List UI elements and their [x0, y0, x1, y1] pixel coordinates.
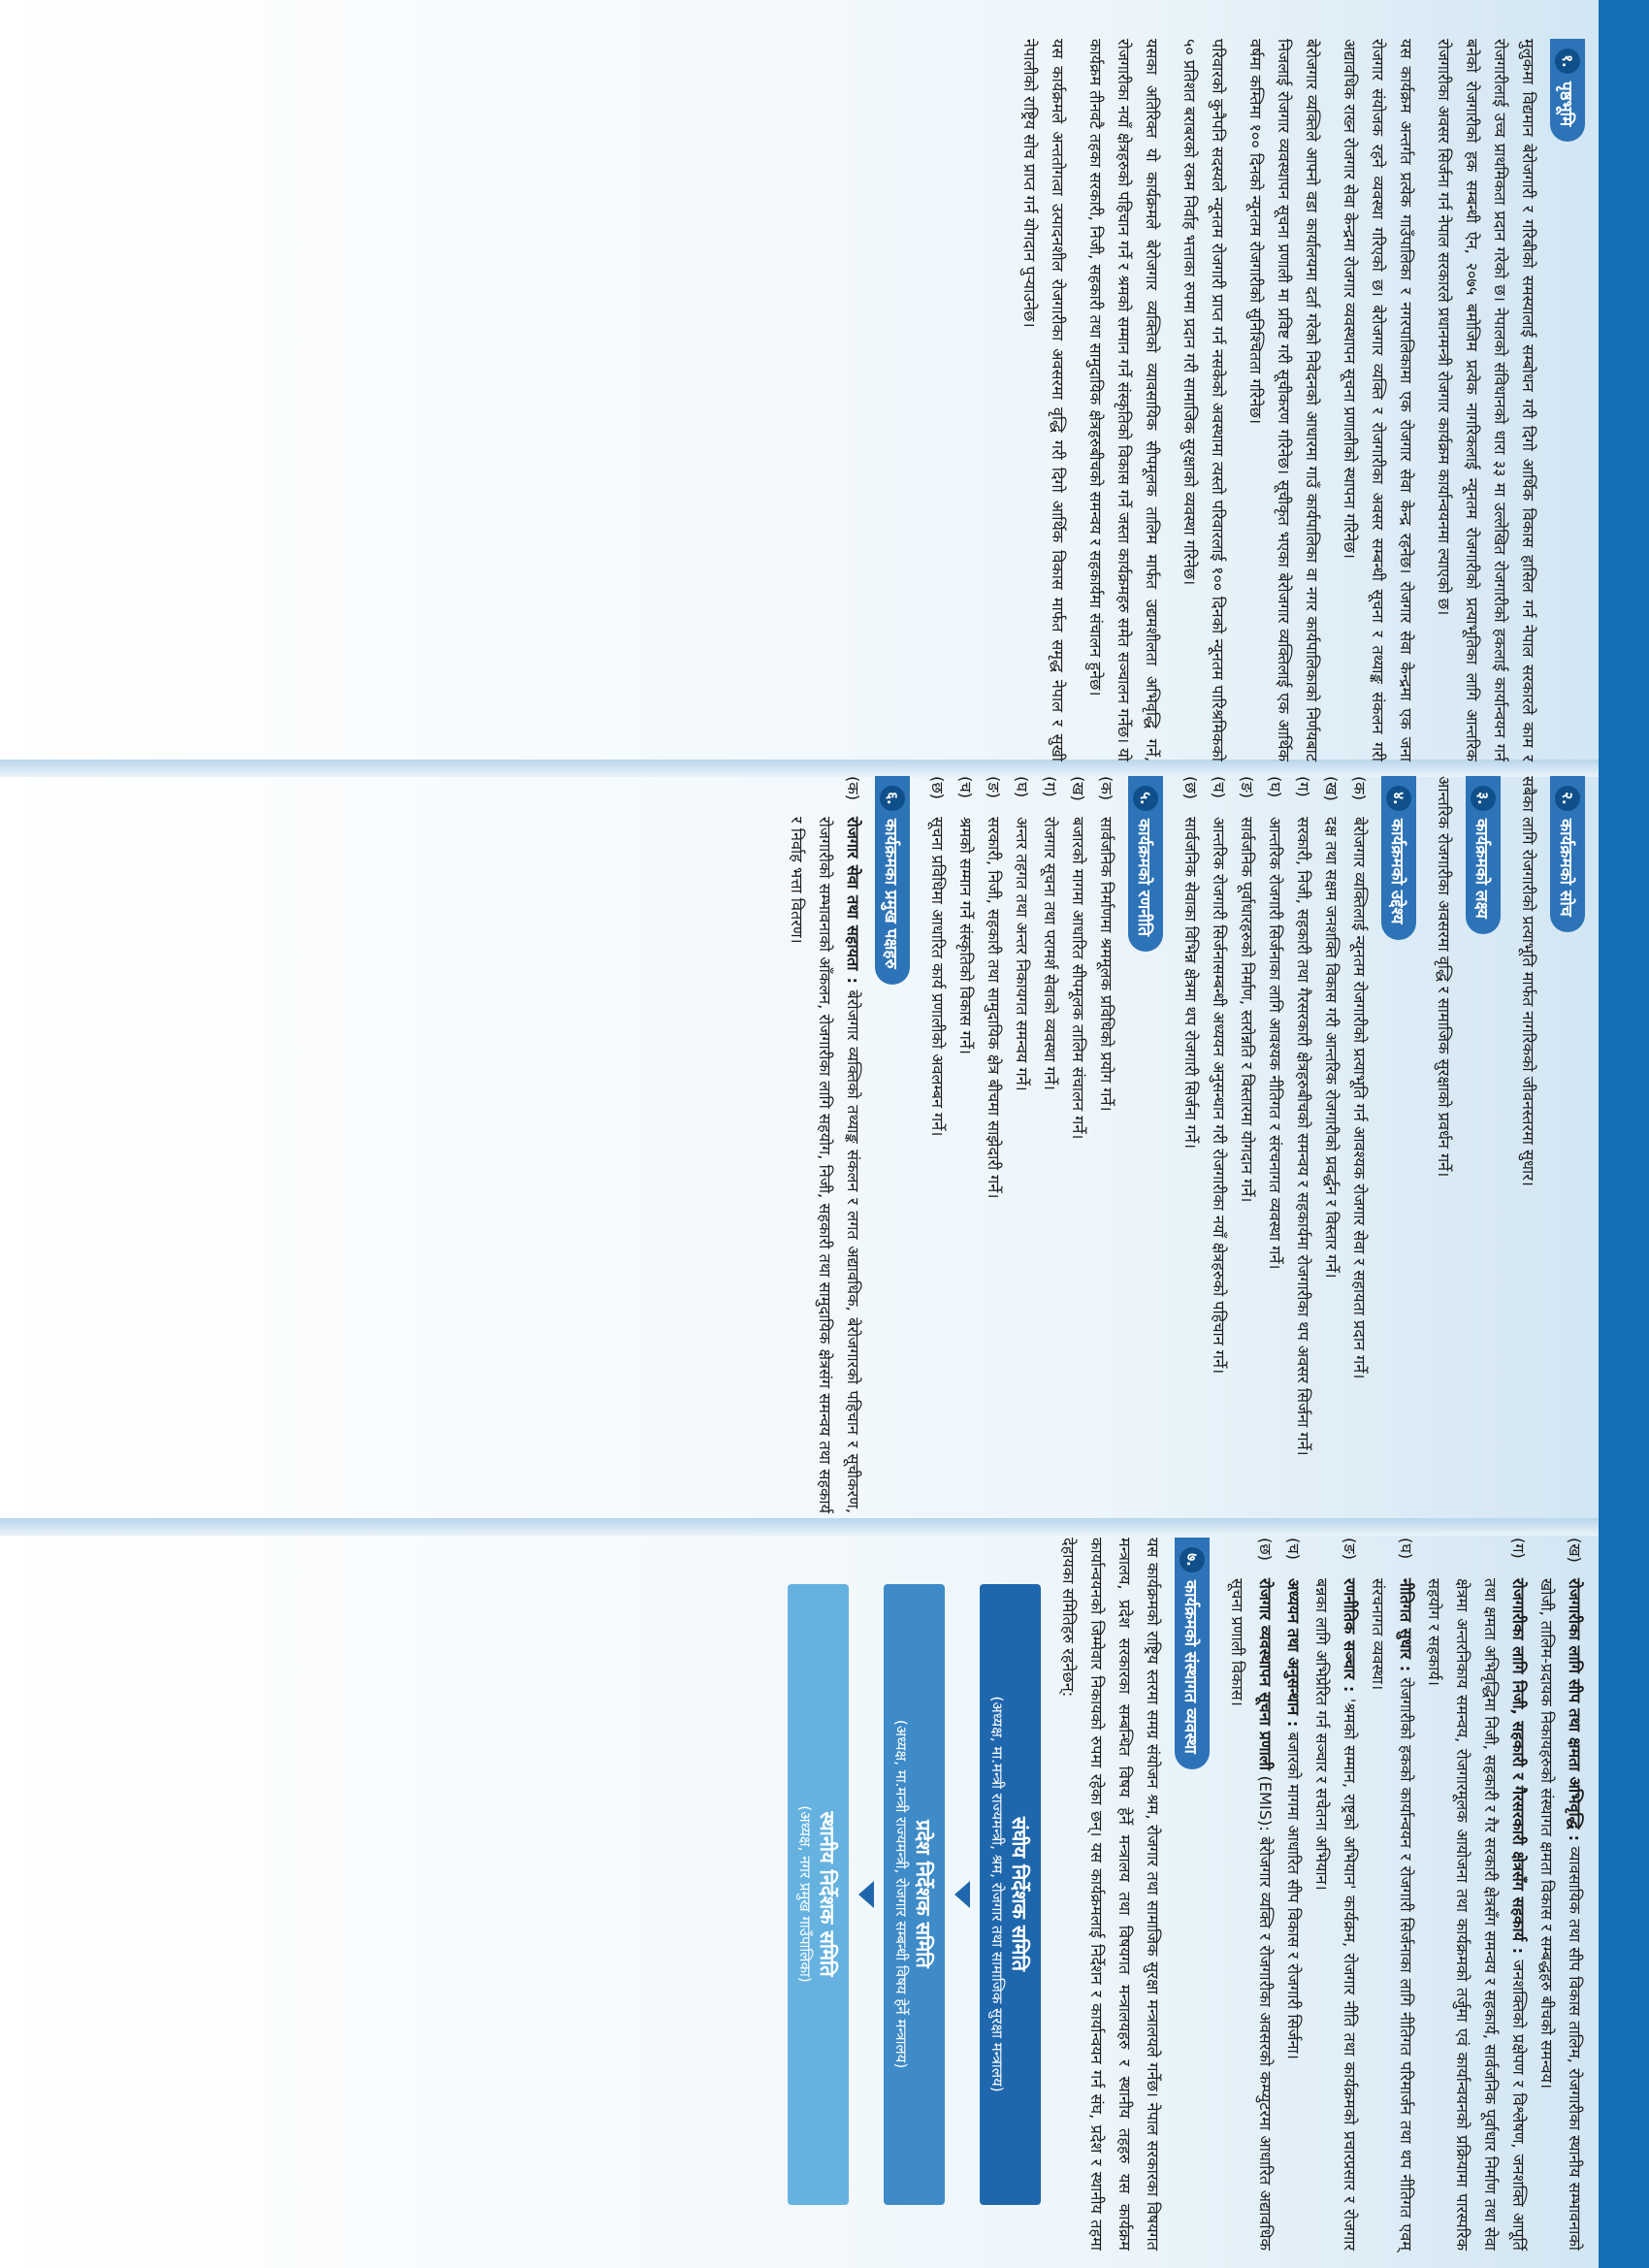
org-box-title: स्थानीय निर्देशक समिति: [816, 1811, 839, 1977]
arrow-down-icon: [858, 1881, 874, 1908]
top-blue-strip: [1599, 0, 1649, 2268]
item-label: अध्ययन तथा अनुसन्धान :: [1284, 1578, 1303, 1728]
fold-divider-1: [0, 760, 1599, 777]
paragraph: यसका अतिरिक्त यो कार्यक्रमले बेरोजगार व्यक्तिको व्यावसायिक सीपमूलक तालिम मार्फत उद्यमशीलता अभिवृद्धि गर्ने, रोजगारीका नयाँ क्षेत्रहरुको पहिचान गर्ने र श्रमको सम्मान गर्ने संस्कृतिको विकास गर्ने जस्ता कार्यक्रमहरु समेत सञ्चालन गर्नेछ। यो कार्यक्रम तीनवटै तहका सरकारी, निजी, सहकारी तथा सामुदायिक क्षेत्रहरुबीचको समन्वय र सहकार्यमा संचालन हुनेछ।: [1086, 39, 1161, 761]
paragraph: मुलुकमा विद्यमान बेरोजगारी र गरिबीको समस्यालाई सम्बोधन गरी दिगो आर्थिक विकास हासिल गर्न नेपाल सरकारले काम र रोजगारीलाई उच्च प्राथमिकता प्रदान गरेको छ। नेपालको संविधानको धारा ३३ मा उल्लेखित रोजगारीको हकलाई कार्यान्वयन गर्न बनेको रोजगारीको हक सम्बन्धी ऐन, २०७५ बमोजिम प्रत्येक नागरिकलाई न्यूनतम रोजगारीको प्रत्याभूतिका लागि आन्तरिक रोजगारीका अवसर सिर्जना गर्न नेपाल सरकारले प्रधानमन्त्री रोजगार कार्यक्रम कार्यान्वयनमा ल्याएको छ।: [1435, 39, 1537, 761]
list-marker: (छ): [928, 776, 947, 799]
list-text: रोजगार सूचना तथा परामर्श सेवाको व्यवस्था गर्ने।: [1041, 817, 1059, 1090]
list-text-wrapper: [1364, 1578, 1420, 2251]
list-marker: (ङ): [985, 776, 1003, 798]
list-text: अन्तर तहगत तथा अन्तर निकायगत समन्वय गर्ने।: [1013, 817, 1031, 1091]
list-marker: (ख): [1566, 1538, 1584, 1563]
list-marker: (ख): [1322, 776, 1341, 801]
list-item: [1064, 776, 1092, 1513]
section-title: कार्यक्रमको लक्ष्य: [1471, 819, 1492, 919]
section-title: कार्यक्रमका प्रमुख पक्षहरु: [881, 819, 901, 969]
list-marker: (च): [956, 776, 975, 798]
item-text: रोजगारीको हकको कार्यान्वयन र रोजगारी सिर्जनाका लागि नीतिगत परिमार्जन तथा थप नीतिगत एवम् संरचनागत व्यवस्था।: [1369, 1578, 1415, 2251]
list-marker: (घ): [1266, 776, 1284, 798]
list-marker: (ग): [1294, 776, 1312, 797]
item-text: 'श्रमको सम्मान, राष्ट्रको अभियान' कार्यक्रम, रोजगार नीति तथा कार्यक्रमको प्रचारप्रसार र रोजगार बन्नका लागि अभिप्रेरित गर्न सञ्चार र सचेतना अभियान।: [1312, 1578, 1359, 2252]
org-chart: [788, 1538, 1041, 2251]
list-marker: (ङ): [1341, 1538, 1359, 1560]
list-marker: (घ): [1013, 776, 1031, 798]
list-item: [1261, 776, 1289, 1513]
list-text: आन्तरिक रोजगारी सिर्जनाका लागि आवश्यक नीतिगत र संरचनागत व्यवस्था गर्ने।: [1266, 817, 1284, 1270]
item-label: रोजगारीका लागि सीप तथा क्षमता अभिवृद्धि :: [1566, 1578, 1584, 1842]
arrow-down-icon: [954, 1881, 970, 1908]
list-text: सार्वजनिक निर्माणमा श्रममूलक प्रविधिको प्रयोग गर्ने।: [1097, 817, 1116, 1112]
section-header-strategy: [1128, 776, 1163, 952]
list-item: [1420, 1538, 1533, 2251]
list-marker: (घ): [1397, 1538, 1415, 1560]
paragraph: बेरोजगार व्यक्तिले आफ्नो वडा कार्यालयमा दर्ता गरेको निवेदनको आधारमा गाउँ कार्यपालिका वा नगर कार्यपालिकाको निर्णयबाट निजलाई रोजगार व्यवस्थापन सूचना प्रणाली मा प्रविष्ट गरी सूचीकरण गरिनेछ। सूचीकृत भएका बेरोजगार व्यक्तिलाई एक आर्थिक वर्षमा कम्तिमा १०० दिनको न्यूनतम रोजगारीको सुनिश्चितता गरिनेछ।: [1246, 39, 1321, 761]
panel-left: [17, 39, 1589, 761]
org-box-local: [788, 1584, 849, 2205]
list-marker: (च): [1284, 1538, 1303, 1560]
list-item: [1345, 776, 1374, 1513]
list-marker: (ङ): [1238, 776, 1256, 798]
paragraph: यस कार्यक्रमको राष्ट्रिय स्तरमा समग्र संयोजन श्रम, रोजगार तथा सामाजिक सुरक्षा मन्त्रालयले गर्नेछ। नेपाल सरकारका विषयगत मन्त्रालय, प्रदेश सरकारका सम्बन्धित विषय हेर्ने मन्त्रालय तथा विषयगत मन्त्रालयहरु र स्थानीय तहहरु यस कार्यक्रम कार्यान्वयनको जिम्मेवार निकायको रुपमा रहेका छन्। यस कार्यक्रमलाई निर्देशन र कार्यान्वयन गर्न संघ, प्रदेश र स्थानीय तहमा देहायका समितिहरु रहनेछन्:: [1059, 1538, 1162, 2251]
list-item: [1533, 1538, 1589, 2251]
list-item: [1205, 776, 1233, 1513]
section-number: ७.: [1180, 1547, 1205, 1572]
item-text: बजारको मागमा आधारित सीप विकास र रोजगारी सिर्जना।: [1284, 1732, 1303, 2059]
section-header-vision: [1550, 776, 1585, 932]
list-item: [1092, 776, 1120, 1513]
list-text: श्रमको सम्मान गर्ने संस्कृतिको विकास गर्ने।: [956, 817, 975, 1054]
panel-right: [17, 1538, 1589, 2251]
org-box-subtitle: (अध्यक्ष, मा.मन्त्री राज्यमन्त्री, रोजगार सम्बन्धी विषय हेर्ने मन्त्रालय): [892, 1719, 910, 2069]
list-item: [952, 776, 980, 1513]
list-marker: (क): [844, 776, 862, 801]
paragraph: सबैका लागि रोजगारीको प्रत्याभूति मार्फत नागरिकको जीवनस्तरमा सुधार।: [1519, 776, 1537, 1186]
item-label: रणनीतिक सञ्चार :: [1341, 1578, 1359, 1693]
item-text: जनशक्तिको प्रक्षेपण र विश्लेषण, जनशक्ति आपूर्ति तथा क्षमता अभिवृद्धिमा निजी, सहकारी र गैर सरकारी क्षेत्रसँग समन्वय र सहकार्य, सार्वजनिक पूर्वाधार निर्माण तथा सेवा क्षेत्रमा अन्तरनिकाय समन्वय, रोजगारमूलक आयोजना तथा कार्यक्रमको तर्जुमा एवं कार्यान्वयनको प्रक्रियामा पारस्परिक सहयोग र सहकार्य।: [1425, 1578, 1528, 2251]
item-text: (EMIS): बेरोजगार व्यक्ति र रोजगारीका अवसरको कम्प्युटरमा आधारित अद्यावधिक सूचना प्रणाली विकास।: [1228, 1578, 1275, 2251]
section-header-goal: [1466, 776, 1501, 934]
section-title: कार्यक्रमको सोच: [1556, 819, 1576, 917]
section-title: कार्यक्रमको उद्देश्य: [1387, 819, 1407, 924]
list-text: सूचना प्रविधिमा आधारित कार्य प्रणालीको अवलम्बन गर्ने।: [928, 817, 947, 1137]
list-marker: (ग): [1041, 776, 1059, 797]
section-number: २.: [1555, 786, 1580, 811]
list-text: दक्ष तथा सक्षम जनशक्ति विकास गरी आन्तरिक रोजगारीको प्रवर्द्धन र विस्तार गर्ने।: [1322, 817, 1341, 1279]
section-title: कार्यक्रमको संस्थागत व्यवस्था: [1180, 1580, 1201, 1754]
item-label: रोजगार व्यवस्थापन सूचना प्रणाली: [1256, 1578, 1275, 1770]
list-text-wrapper: [1420, 1578, 1533, 2251]
list-item: [1317, 776, 1345, 1513]
list-item: [1233, 776, 1261, 1513]
list-text: सार्वजनिक सेवाका विभिन्न क्षेत्रमा थप रोजगारी सिर्जना गर्ने।: [1181, 817, 1200, 1149]
objectives-list: [1177, 776, 1374, 1513]
section-title: कार्यक्रमको रणनीति: [1134, 819, 1154, 937]
item-label: नीतिगत सुधार :: [1397, 1578, 1415, 1672]
list-text-wrapper: [783, 817, 867, 1513]
item-label: रोजगार सेवा तथा सहायता :: [844, 817, 862, 984]
list-text: बेरोजगार व्यक्तिलाई न्यूनतम रोजगारीको प्रत्याभूति गर्न आवश्यक रोजगार सेवा र सहायता प्रदान गर्ने।: [1350, 817, 1369, 1379]
list-marker: (ख): [1069, 776, 1087, 801]
fold-divider-2: [0, 1518, 1599, 1536]
list-marker: (क): [1097, 776, 1116, 801]
item-text: बेरोजगार व्यक्तिको तथ्याङ्क संकलन र लगत अद्यावधिक, बेरोजगारको पहिचान र सूचीकरण, रोजगारीको सम्भावनाको आँकलन, रोजगारीका लागि सहयोग, निजी, सहकारी तथा सामुदायिक क्षेत्रसंग समन्वय तथा सहकार्य र निर्वाह भत्ता वितरण।: [788, 817, 862, 1513]
section-header-objectives: [1381, 776, 1416, 940]
list-item: [1036, 776, 1064, 1513]
list-marker: (ग): [1509, 1538, 1528, 1559]
strategy-list: [923, 776, 1120, 1513]
list-item: [1279, 1538, 1308, 2251]
list-marker: (क): [1350, 776, 1369, 801]
item-text: व्यावसायिक तथा सीप विकास तालिम, रोजगारीका स्थानीय सम्भावनाको खोजी, तालिम-प्रदायक निकायहरुको संस्थागत क्षमता विकास र सम्बद्धहरु बीचको समन्वय।: [1537, 1578, 1584, 2251]
list-item: [1223, 1538, 1279, 2251]
section-number: ३.: [1471, 786, 1496, 811]
section-number: ६.: [880, 786, 905, 811]
org-box-province: [884, 1584, 945, 2205]
org-box-title: संघीय निर्देशक समिति: [1008, 1816, 1031, 1972]
list-item: [1177, 776, 1205, 1513]
section-header-background: [1550, 39, 1585, 142]
section-number: १.: [1555, 49, 1580, 74]
section-title: पृष्ठभूमि: [1556, 81, 1576, 127]
org-box-federal: [980, 1584, 1041, 2205]
aspects-list: [783, 776, 867, 1513]
list-text: सरकारी, निजी, सहकारी तथा गैरसरकारी क्षेत्रहरुबीचको समन्वय र सहकार्यमा रोजगारीका थप अवसर सिर्जना गर्ने।: [1294, 817, 1312, 1456]
list-text-wrapper: [1308, 1578, 1364, 2251]
org-box-title: प्रदेश निर्देशक समिति: [912, 1820, 935, 1968]
list-text: सार्वजनिक पूर्वाधारहरुको निर्माण, स्तरोन्नति र विस्तारमा योगदान गर्ने।: [1238, 817, 1256, 1203]
list-item: [1289, 776, 1317, 1513]
list-text-wrapper: [1223, 1578, 1279, 2251]
section-header-institutional: [1175, 1538, 1210, 1769]
org-box-subtitle: (अध्यक्ष, मा.मन्त्री राज्यमन्त्री, श्रम, रोजगार तथा सामाजिक सुरक्षा मन्त्रालय): [988, 1696, 1006, 2092]
list-item: [783, 776, 867, 1513]
paragraph: यस कार्यक्रमले अन्ततोगत्वा उत्पादनशील रोजगारीका अवसरमा वृद्धि गरी दिगो आर्थिक विकास मार्फत समृद्ध नेपाल र सुखी नेपालीको राष्ट्रिय सोच प्राप्त गर्न योगदान पुर्‍याउनेछ।: [1020, 39, 1067, 761]
list-item: [1008, 776, 1036, 1513]
aspects-list-continued: [1223, 1538, 1589, 2251]
list-item: [1308, 1538, 1364, 2251]
list-marker: (छ): [1256, 1538, 1275, 1561]
list-marker: (छ): [1181, 776, 1200, 799]
paragraph: आन्तरिक रोजगारीका अवसरमा वृद्धि र सामाजिक सुरक्षाको प्रवर्धन गर्ने।: [1435, 776, 1453, 1178]
org-box-subtitle: (अध्यक्ष, नगर प्रमुख गाउँपालिका): [796, 1805, 814, 1983]
section-header-major-aspects: [875, 776, 910, 985]
item-label: रोजगारीका लागि निजी, सहकारी र गैरसरकारी क्षेत्रसँग सहकार्य :: [1509, 1578, 1528, 1955]
section-number: ५.: [1133, 786, 1158, 811]
list-text: सरकारी, निजी, सहकारी तथा सामुदायिक क्षेत्र बीचमा साझेदारी गर्ने।: [985, 817, 1003, 1199]
list-text-wrapper: [1533, 1578, 1589, 2251]
panel-middle: [17, 776, 1589, 1513]
list-text-wrapper: [1279, 1578, 1308, 2251]
list-item: [980, 776, 1008, 1513]
list-item: [1364, 1538, 1420, 2251]
list-item: [923, 776, 952, 1513]
list-text: बजारको मागमा आधारित सीपमूलक तालिम संचालन गर्ने।: [1069, 817, 1087, 1140]
paragraph: परिवारको कुनैपनि सदस्यले न्यूनतम रोजगारी प्राप्त गर्न नसकेको अवस्थामा त्यस्तो परिवारलाई १०० दिनको न्यूनतम पारिश्रमिकको ५० प्रतिशत बराबरको रकम निर्वाह भत्ताका रुपमा प्रदान गरी सामाजिक सुरक्षाको व्यवस्था गरिनेछ।: [1180, 39, 1227, 761]
paragraph: यस कार्यक्रम अन्तर्गत प्रत्येक गाउँपालिका र नगरपालिकामा एक रोजगार सेवा केन्द्र रहनेछ। रोजगार सेवा केन्द्रमा एक जना रोजगार संयोजक रहने व्यवस्था गरिएको छ। बेरोजगार व्यक्ति र रोजगारीका अवसर सम्बन्धी सूचना र तथ्याङ्क संकलन गरी अद्यावधिक राख्न रोजगार सेवा केन्द्रमा रोजगार व्यवस्थापन सूचना प्रणालीको स्थापना गरिनेछ।: [1341, 39, 1415, 761]
list-marker: (च): [1210, 776, 1228, 798]
section-number: ४.: [1386, 786, 1411, 811]
list-text: आन्तरिक रोजगारी सिर्जनासम्बन्धी अध्ययन अनुसन्धान गरी रोजगारीका नयाँ क्षेत्रहरुको पहिचान गर्ने।: [1210, 817, 1228, 1375]
